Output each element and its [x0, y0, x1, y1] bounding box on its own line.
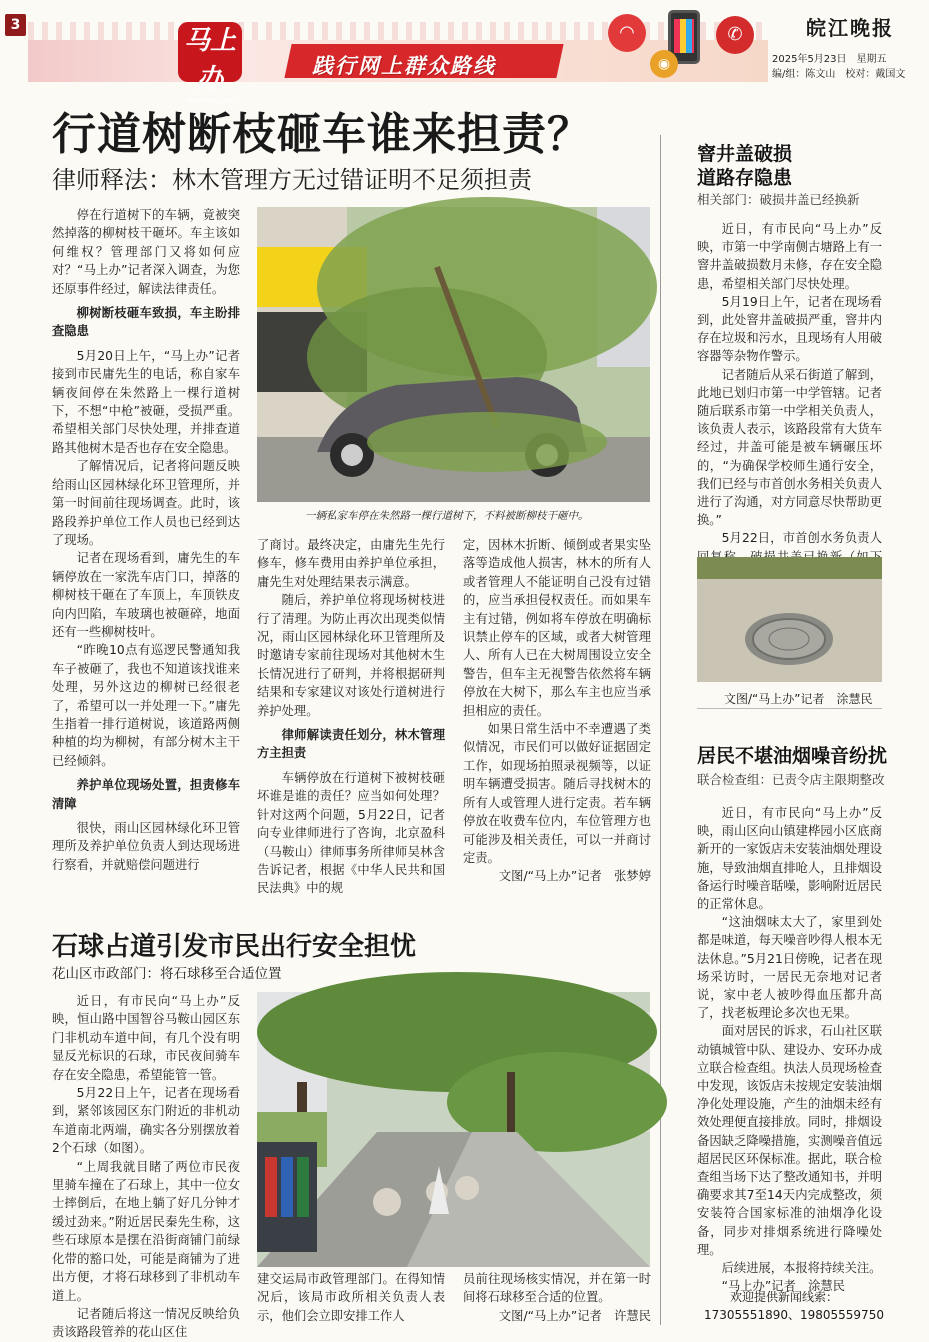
logo-text: 马上办 [183, 26, 236, 94]
paragraph: “这油烟味太大了，家里到处都是味道，每天噪音吵得人根本无法休息。”5月21日傍晚，记者在现场采访时，一居民无奈地对记者说，家中老人被吵得血压都升高了，找老板理论多次也无果。 [697, 915, 882, 1021]
paragraph: 近日，有市民向“马上办”反映，恒山路中国智谷马鞍山园区东门非机动车道中间，有几个没有明显反光标识的石球，市民夜间骑车存在安全隐患，希望能管一管。 [52, 994, 240, 1082]
right1-title [697, 142, 792, 190]
paragraph: 很快，雨山区园林绿化环卫管理所及养护单位负责人到达现场进行察看，并就赔偿问题进行 [52, 821, 240, 872]
page-number: 3 [5, 14, 26, 36]
hotline-label: 欢迎提供新闻线索： [730, 1290, 839, 1304]
paragraph: 车辆停放在行道树下被树枝砸坏谁是谁的责任？应当如何处理？针对这两个问题，5月22日，记者向专业律师进行了咨询，北京盈科（马鞍山）律师事务所律师吴林含告诉记者，根据《中华人民共和国民法典》中的规 [257, 770, 445, 896]
main-column-3 [463, 536, 651, 886]
mashangban-logo [178, 22, 242, 105]
slogan: 践行网上群众路线 [312, 54, 496, 78]
section-heading: 养护单位现场处置，担责修车清障 [52, 778, 240, 811]
byline: 文图/“马上办”记者 张梦婷 [498, 869, 651, 884]
column-divider [660, 135, 661, 1325]
story2-headline: 石球占道引发市民出行安全担忧 [52, 932, 417, 962]
car-tree-illustration [257, 207, 650, 502]
main-photo-caption: 一辆私家车停在朱然路一棵行道树下，不料被断柳枝干砸中。 [305, 510, 589, 522]
editor-line: 编/组：陈文山 校对：戴国文 [772, 69, 906, 80]
manhole-illustration [697, 557, 882, 682]
right2-body [697, 804, 882, 1294]
paragraph: 5月22日上午，记者在现场看到，紧邻该园区东门附近的非机动车道南北两端，确实各分别摆放着2个石球（如图）。 [52, 1086, 240, 1156]
section-heading: 律师解读责任划分，林木管理方主担责 [257, 728, 445, 761]
story2-column-1 [52, 992, 240, 1340]
hotline-numbers: 17305551890、19805559750 [704, 1308, 884, 1322]
main-headline: 行道树断枝砸车谁来担责？ [52, 109, 592, 160]
main-column-1 [52, 206, 240, 886]
right1-title-line1: 窨井盖破损 [697, 143, 793, 165]
right1-subhead: 相关部门：破损井盖已经换新 [697, 192, 860, 207]
paragraph: 定，因林木折断、倾倒或者果实坠落等造成他人损害，林木的所有人或者管理人不能证明自己没有过错的，应当承担侵权责任。而如果车主有过错，例如将车停放在明确标识禁止停车的区域，或者大树管理人、所有人已在大树周围设立安全警告，但车主无视警告依然将车辆停放在大树下，那么车主也应当承担相应的责任。 [463, 538, 651, 718]
right2-subhead: 联合检查组：已责令店主限期整改 [697, 772, 885, 787]
stone-ball-illustration [257, 992, 650, 1267]
paragraph: 记者在现场看到，庸先生的车辆停放在一家洗车店门口，掉落的柳树枝干砸在了车顶上，车顶铁皮向内凹陷，车玻璃也被砸碎，地面还有一些柳树枝叶。 [52, 551, 240, 639]
right1-photo-caption: 文图/“马上办”记者 涂慧民 [724, 692, 873, 706]
paragraph: 随后，养护单位将现场树枝进行了清理。为防止再次出现类似情况，雨山区园林绿化环卫管理所及时邀请专家前往现场对其他树木生长情况进行了研判，并将根据研判结果和专家建议对该处行道树进行养护处理。 [257, 593, 445, 718]
logo-subtext: MASHANGBAN [186, 98, 234, 105]
paragraph: 5月22日，市首创水务负责人 [721, 531, 882, 546]
story2-subhead: 花山区市政部门：将石球移至合适位置 [52, 966, 282, 982]
paragraph: 记者随后将这一情况反映给负责该路段管养的花山区住 [52, 1306, 240, 1340]
paragraph: “昨晚10点有巡逻民警通知我车子被砸了，我也不知道该找谁来处理，另外这边的柳树已经很老了，希望可以一并处理一下。”庸先生指着一排行道树说，该道路两侧种植的均为柳树，有部分树木主干已经倾斜。 [52, 643, 240, 768]
paragraph: 5月19日上午，记者在现场看到，此处窨井盖破损严重，窨井内存在垃圾和污水，且现场有人用破容器等杂物作警示。 [697, 294, 882, 364]
story2-photo-stone-balls [257, 992, 650, 1267]
paragraph: 近日，有市民向“马上办”反映，雨山区向山镇建桦园小区底商新开的一家饭店未安装油烟处理设施，导致油烟直排呛人，且排烟设备运行时噪音聒噪，影响附近居民的正常休息。 [697, 806, 882, 912]
byline: “马上办”记者 涂慧民 [721, 1279, 846, 1294]
right1-photo-manhole [697, 557, 882, 682]
wifi-icon: ◠ [608, 14, 646, 52]
paragraph: 停在行道树下的车辆，竟被突然掉落的柳树枝干砸坏。车主该如何维权？管理部门又将如何应对？“马上办”记者深入调查，为您还原事件经过，解读法律责任。 [52, 208, 240, 296]
date-line: 2025年5月23日 星期五 [772, 54, 887, 65]
paragraph: 员前往现场核实情况，并在第一时间将石球移至合适的位置。 [463, 1272, 651, 1305]
paragraph: 如果日常生活中不幸遭遇了类似情况，市民们可以做好证据固定工作，如现场拍照录视频等，以证明车辆遭受损害。随后寻找树木的所有人或管理人进行定责。若车辆停放在收费车位内，车位管理方也可能涉及相关责任，可以一并商讨定责。 [463, 722, 651, 865]
paragraph: “上周我就目睹了两位市民夜里骑车撞在了石球上，其中一位女士摔倒后，在地上躺了好几分钟才缓过劲来。”附近居民秦先生称，这些石球原本是摆在沿街商铺门前绿化带的豁口处，可能是商铺为了进出方便，才将石球移到了非机动车道上。 [52, 1159, 240, 1303]
paragraph: 面对居民的诉求，石山社区联动镇城管中队、建设办、安环办成立联合检查组。执法人员现场检查中发现，该饭店未按规定安装油烟净化处理设施，产生的油烟未经有效处理便直接排放。同时，排烟设备因缺乏降噪措施，实测噪音值远超居民区环保标准。据此，联合检查组当场下达了整改通知书，并明确要求其7至14天内完成整改，须安装符合国家标准的油烟净化设备，同步对排烟系统进行降噪处理。 [697, 1024, 882, 1257]
paragraph: 5月20日上午，“马上办”记者接到市民庸先生的电话，称自家车辆夜间停在朱然路上一棵行道树下，不想“中枪”被砸，受损严重。希望相关部门尽快处理，并排查道路其他树木是否也存在安全隐患。 [52, 348, 240, 455]
section-heading: 柳树断枝砸车致损，车主盼排查隐患 [52, 306, 240, 339]
phone-call-icon: ✆ [716, 16, 754, 54]
weibo-icon: ◉ [650, 50, 678, 78]
paragraph: 建交运局市政管理部门。在得知情况后，该局市政所相关负责人表示，他们会立即安排工作人 [257, 1272, 445, 1323]
story2-column-2 [257, 1270, 445, 1326]
right2-title: 居民不堪油烟噪音纷扰 [697, 745, 888, 767]
header-meta [772, 52, 905, 82]
masthead: 皖江晚报 [806, 16, 894, 40]
right1-title-line2: 道路存隐患 [697, 167, 793, 189]
main-photo-car-under-tree [257, 207, 650, 502]
paragraph: 近日，有市民向“马上办”反映，市第一中学南侧古塘路上有一窨井盖破损数月未修，存在安全隐患，希望相关部门尽快处理。 [697, 222, 882, 291]
main-subhead: 律师释法：林木管理方无过错证明不足须担责 [52, 166, 532, 194]
paragraph: 了商讨。最终决定，由庸先生先行修车，修车费用由养护单位承担，庸先生对处理结果表示满意。 [257, 538, 445, 589]
right1-body [697, 220, 882, 555]
byline: 文图/“马上办”记者 许慧民 [498, 1308, 651, 1323]
paragraph: 了解情况后，记者将问题反映给雨山区园林绿化环卫管理所，并第一时间前往现场调查。此时，该路段养护单位工作人员也已经到达了现场。 [52, 459, 240, 547]
paragraph: 记者随后从采石街道了解到，此地已划归市第一中学管辖。记者随后联系市第一中学相关负责人，该负责人表示，该路段常有大货车经过，井盖可能是被车辆碾压坏的，“为确保学校师生通行安全，我们已经与市首创水务相关负责人进行了沟通，对方同意尽快帮助更换。” [697, 367, 882, 528]
story2-column-3 [463, 1270, 651, 1326]
right-divider [697, 708, 882, 709]
paragraph: 后续进展，本报将持续关注。 [721, 1261, 882, 1276]
main-column-2 [257, 536, 445, 896]
